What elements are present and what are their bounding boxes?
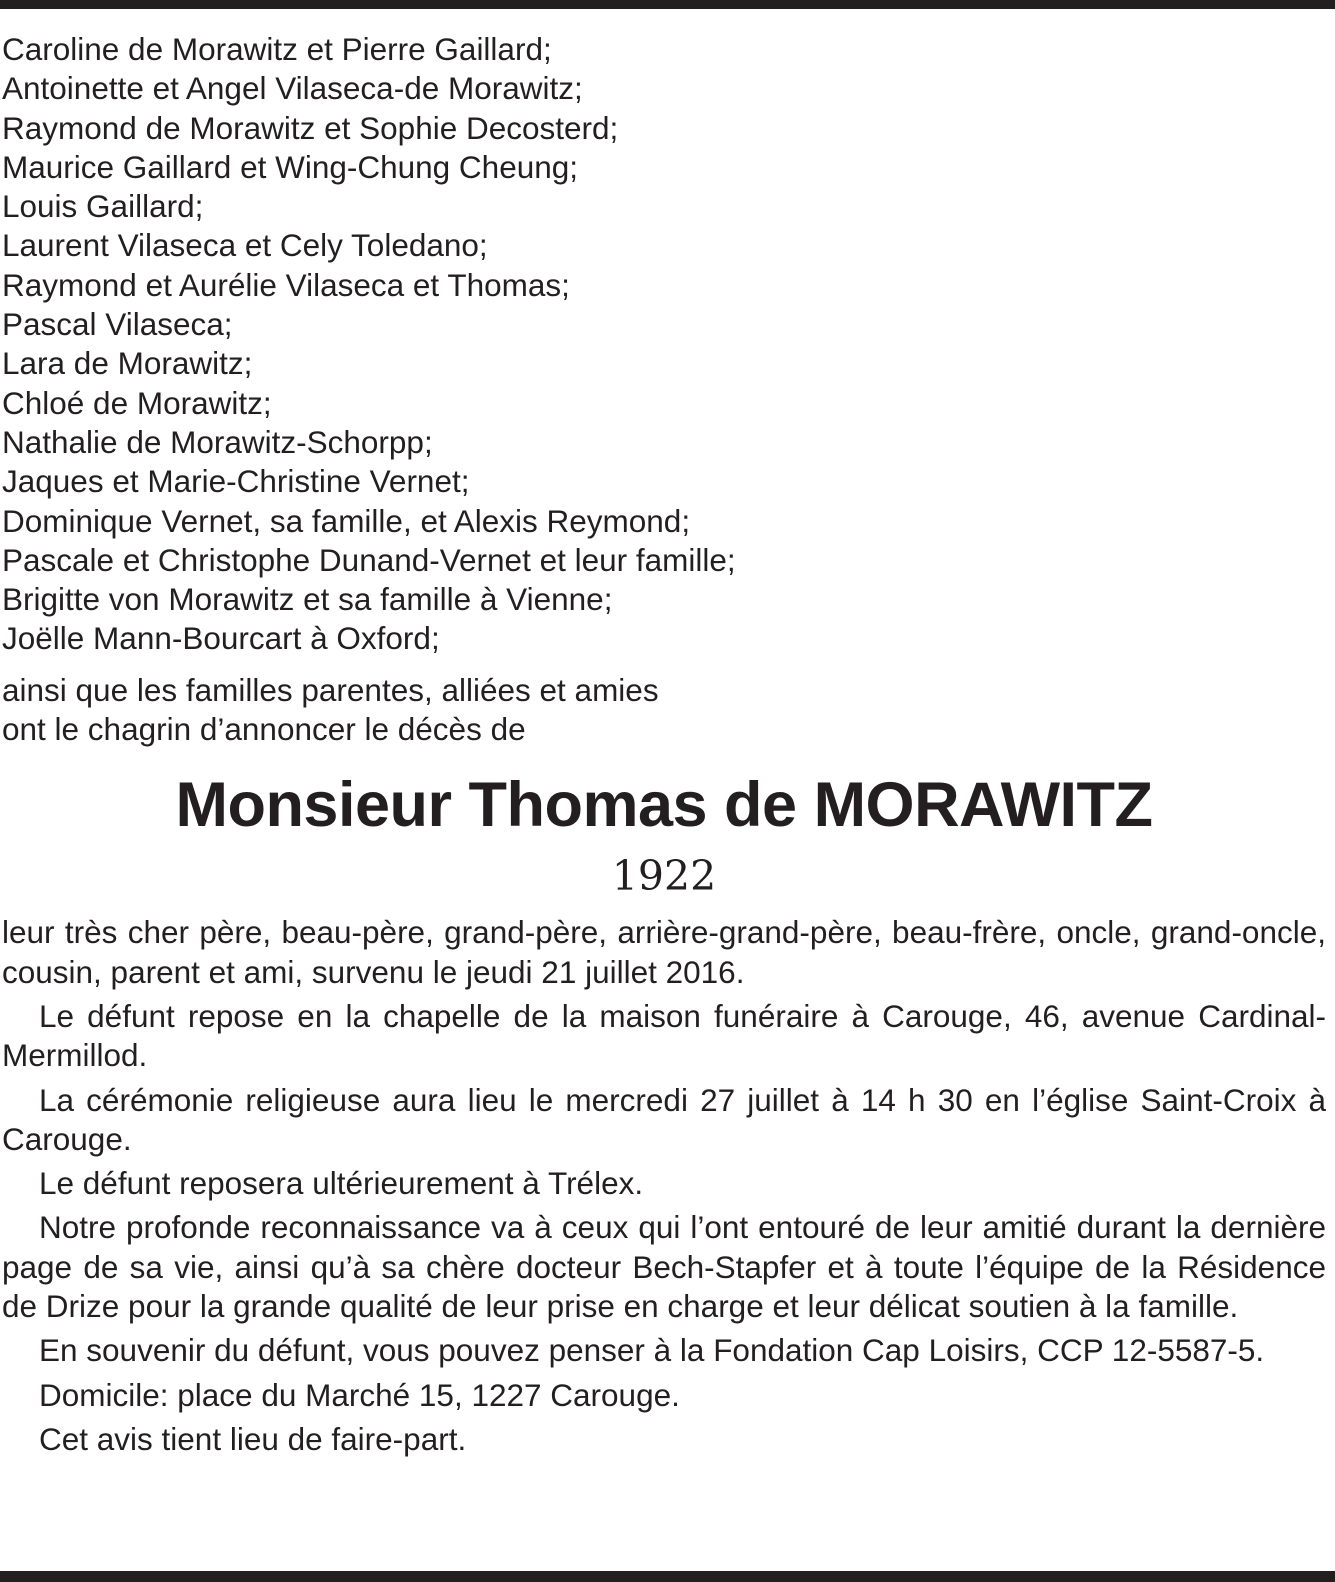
family-name-line: Lara de Morawitz; [2, 345, 253, 382]
birth-year: 1922 [611, 852, 717, 901]
family-name-line: Caroline de Morawitz et Pierre Gaillard; [2, 31, 552, 67]
family-name-line: Pascal Vilaseca; [2, 306, 233, 343]
gratitude-paragraph: Notre profonde reconnaissance va à ceux qui l’ont entouré de leur amitié durant la dernière page de sa vie, ainsi qu’à sa chère docteur Bech-Stapfer et à toute l’équipe de la Résidence de Drize pour la grande qualité de leur prise en charge et leur délicat soutien à la famille. [2, 1209, 1326, 1325]
family-name-line: Jaques et Marie-Christine Vernet; [2, 463, 470, 500]
family-name-line: Joëlle Mann-Bourcart à Oxford; [2, 620, 440, 657]
family-name-line: Raymond de Morawitz et Sophie Decosterd; [2, 109, 619, 146]
ceremony-paragraph: La cérémonie religieuse aura lieu le mercredi 27 juillet à 14 h 30 en l’église Saint-Croix à Carouge. [2, 1081, 1326, 1157]
domicile-paragraph: Domicile: place du Marché 15, 1227 Carouge. [39, 1376, 680, 1413]
family-name-line: Raymond et Aurélie Vilaseca et Thomas; [2, 266, 570, 303]
family-name-line: Brigitte von Morawitz et sa famille à Vienne; [2, 581, 613, 618]
family-name-line: Dominique Vernet, sa famille, et Alexis Reymond; [2, 502, 691, 539]
intro-line-2: ont le chagrin d’annoncer le décès de [2, 711, 526, 748]
relationship-paragraph: leur très cher père, beau-père, grand-père, arrière-grand-père, beau-frère, oncle, grand-oncle, cousin, parent et ami, survenu le jeudi 21 juillet 2016. [2, 914, 1326, 990]
family-name-line: Laurent Vilaseca et Cely Toledano; [2, 227, 488, 264]
family-name-line: Nathalie de Morawitz-Schorpp; [2, 423, 433, 460]
family-names-list [2, 30, 1326, 659]
deceased-name: Monsieur Thomas de MORAWITZ [175, 770, 1153, 841]
burial-paragraph: Le défunt reposera ultérieurement à Trélex. [39, 1165, 644, 1202]
repose-paragraph: Le défunt repose en la chapelle de la maison funéraire à Carouge, 46, avenue Cardinal-Mermillod. [2, 997, 1326, 1074]
family-name-line: Maurice Gaillard et Wing-Chung Cheung; [2, 148, 579, 185]
donation-paragraph: En souvenir du défunt, vous pouvez penser à la Fondation Cap Loisirs, CCP 12-5587-5. [39, 1332, 1265, 1369]
bottom-border-rule [0, 1571, 1335, 1582]
obituary-notice [2, 30, 1326, 1464]
family-name-line: Chloé de Morawitz; [2, 384, 272, 421]
announcement-intro [2, 671, 1326, 750]
top-border-rule [0, 0, 1335, 9]
family-name-line: Louis Gaillard; [2, 188, 204, 225]
family-name-line: Antoinette et Angel Vilaseca-de Morawitz; [2, 70, 583, 107]
intro-line-1: ainsi que les familles parentes, alliées et amies [2, 671, 659, 708]
notice-body [2, 913, 1326, 1459]
notice-closing: Cet avis tient lieu de faire-part. [39, 1420, 467, 1457]
family-name-line: Pascale et Christophe Dunand-Vernet et leur famille; [2, 541, 736, 578]
